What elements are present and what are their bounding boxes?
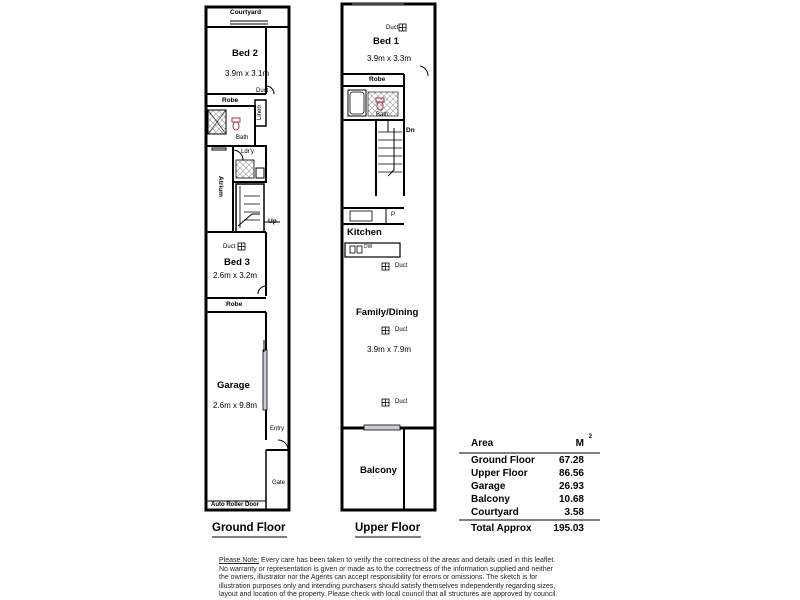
garage-label: Garage bbox=[217, 380, 250, 391]
area-row bbox=[459, 481, 600, 494]
bed1-dimensions: 3.9m x 3.3m bbox=[367, 54, 412, 63]
note-line: illustration purposes only and intending purchasers should satisfy themselves independently regarding sizes, bbox=[219, 582, 556, 590]
note-line: layout and location of the property. Please check with local council that all structures are approved by council. bbox=[219, 591, 558, 598]
robe2-label: Robe bbox=[226, 301, 243, 308]
atrium-label: Atrium bbox=[217, 176, 224, 197]
kitchen-label: Kitchen bbox=[347, 227, 382, 238]
bed2-label: Bed 2 bbox=[232, 48, 258, 59]
area-total-value: 195.03 bbox=[553, 523, 584, 534]
bed2-dimensions: 3.9m x 3.1m bbox=[225, 69, 270, 78]
area-row bbox=[459, 468, 600, 481]
area-row-label: Balcony bbox=[471, 494, 510, 505]
robe-label: Robe bbox=[222, 97, 239, 104]
pantry-label: P bbox=[391, 212, 396, 218]
area-row-value: 67.28 bbox=[558, 455, 584, 466]
upper-floor-caption: Upper Floor bbox=[355, 522, 421, 534]
upper-bath-label: Bath bbox=[376, 112, 389, 118]
area-row bbox=[459, 494, 600, 507]
upper-robe-label: Robe bbox=[369, 76, 386, 83]
area-row-label: Ground Floor bbox=[471, 455, 535, 466]
balcony-label: Balcony bbox=[360, 465, 397, 476]
bed3-duct-label: Duct bbox=[223, 244, 236, 250]
bed3-label: Bed 3 bbox=[224, 257, 250, 268]
note-line: No warranty or representation is given or made as to the correctness of the information supplied and neither bbox=[219, 565, 553, 573]
dishwasher-label: DW bbox=[364, 244, 373, 250]
courtyard-label: Courtyard bbox=[230, 9, 262, 16]
ground-floor-caption: Ground Floor bbox=[212, 522, 286, 534]
bed1-label: Bed 1 bbox=[373, 36, 399, 47]
kitchen-duct-label: Duct bbox=[395, 263, 408, 269]
family-dining-label: Family/Dining bbox=[356, 307, 419, 318]
bed1-duct-label: Duct bbox=[386, 25, 399, 31]
area-header-label: Area bbox=[471, 438, 494, 449]
kitchen-bench bbox=[345, 243, 400, 257]
area-unit-label: M bbox=[575, 438, 584, 449]
family-duct2-label: Duct bbox=[395, 399, 408, 405]
note-line: Every care has been taken to verify the correctness of the areas and details used in this leaflet. bbox=[261, 557, 556, 564]
garage-dimensions: 2.6m x 9.8m bbox=[213, 401, 258, 410]
area-total-row bbox=[459, 523, 600, 536]
area-row-value: 10.68 bbox=[558, 494, 584, 505]
roller-door-label: Auto Roller Door bbox=[211, 502, 259, 508]
area-row-value: 3.58 bbox=[564, 507, 584, 518]
note-title: Please Note: bbox=[219, 557, 260, 564]
ground-duct-label: Duct bbox=[256, 88, 269, 94]
up-label: Up bbox=[268, 218, 277, 225]
bed3-dimensions: 2.6m x 3.2m bbox=[213, 271, 258, 280]
linen-label: Linen bbox=[257, 105, 263, 120]
area-row-value: 26.93 bbox=[558, 481, 584, 492]
toilet-icon bbox=[233, 122, 239, 130]
family-duct-label: Duct bbox=[395, 327, 408, 333]
area-table-header bbox=[459, 434, 600, 451]
ground-bath-label: Bath bbox=[236, 135, 249, 141]
upper-floor-plan bbox=[342, 4, 435, 510]
entry-label: Entry bbox=[270, 426, 285, 432]
family-dimensions: 3.9m x 7.9m bbox=[367, 345, 412, 354]
gate-label: Gate bbox=[272, 480, 286, 486]
area-total-label: Total Approx bbox=[471, 523, 532, 534]
area-unit-superscript: 2 bbox=[588, 434, 592, 440]
area-row-label: Courtyard bbox=[471, 507, 519, 518]
area-row-label: Garage bbox=[471, 481, 506, 492]
down-label: Dn bbox=[406, 127, 415, 134]
area-row-value: 86.56 bbox=[558, 468, 584, 479]
area-row bbox=[459, 507, 600, 520]
note-line: the owners, illustrator nor the Agents can accept responsibility for errors or omissions. The sketch is for bbox=[219, 574, 538, 581]
area-row-label: Upper Floor bbox=[471, 468, 528, 479]
laundry-label: Ldr'y bbox=[241, 149, 254, 155]
area-row bbox=[459, 455, 600, 468]
ground-duct-icons bbox=[238, 243, 245, 250]
